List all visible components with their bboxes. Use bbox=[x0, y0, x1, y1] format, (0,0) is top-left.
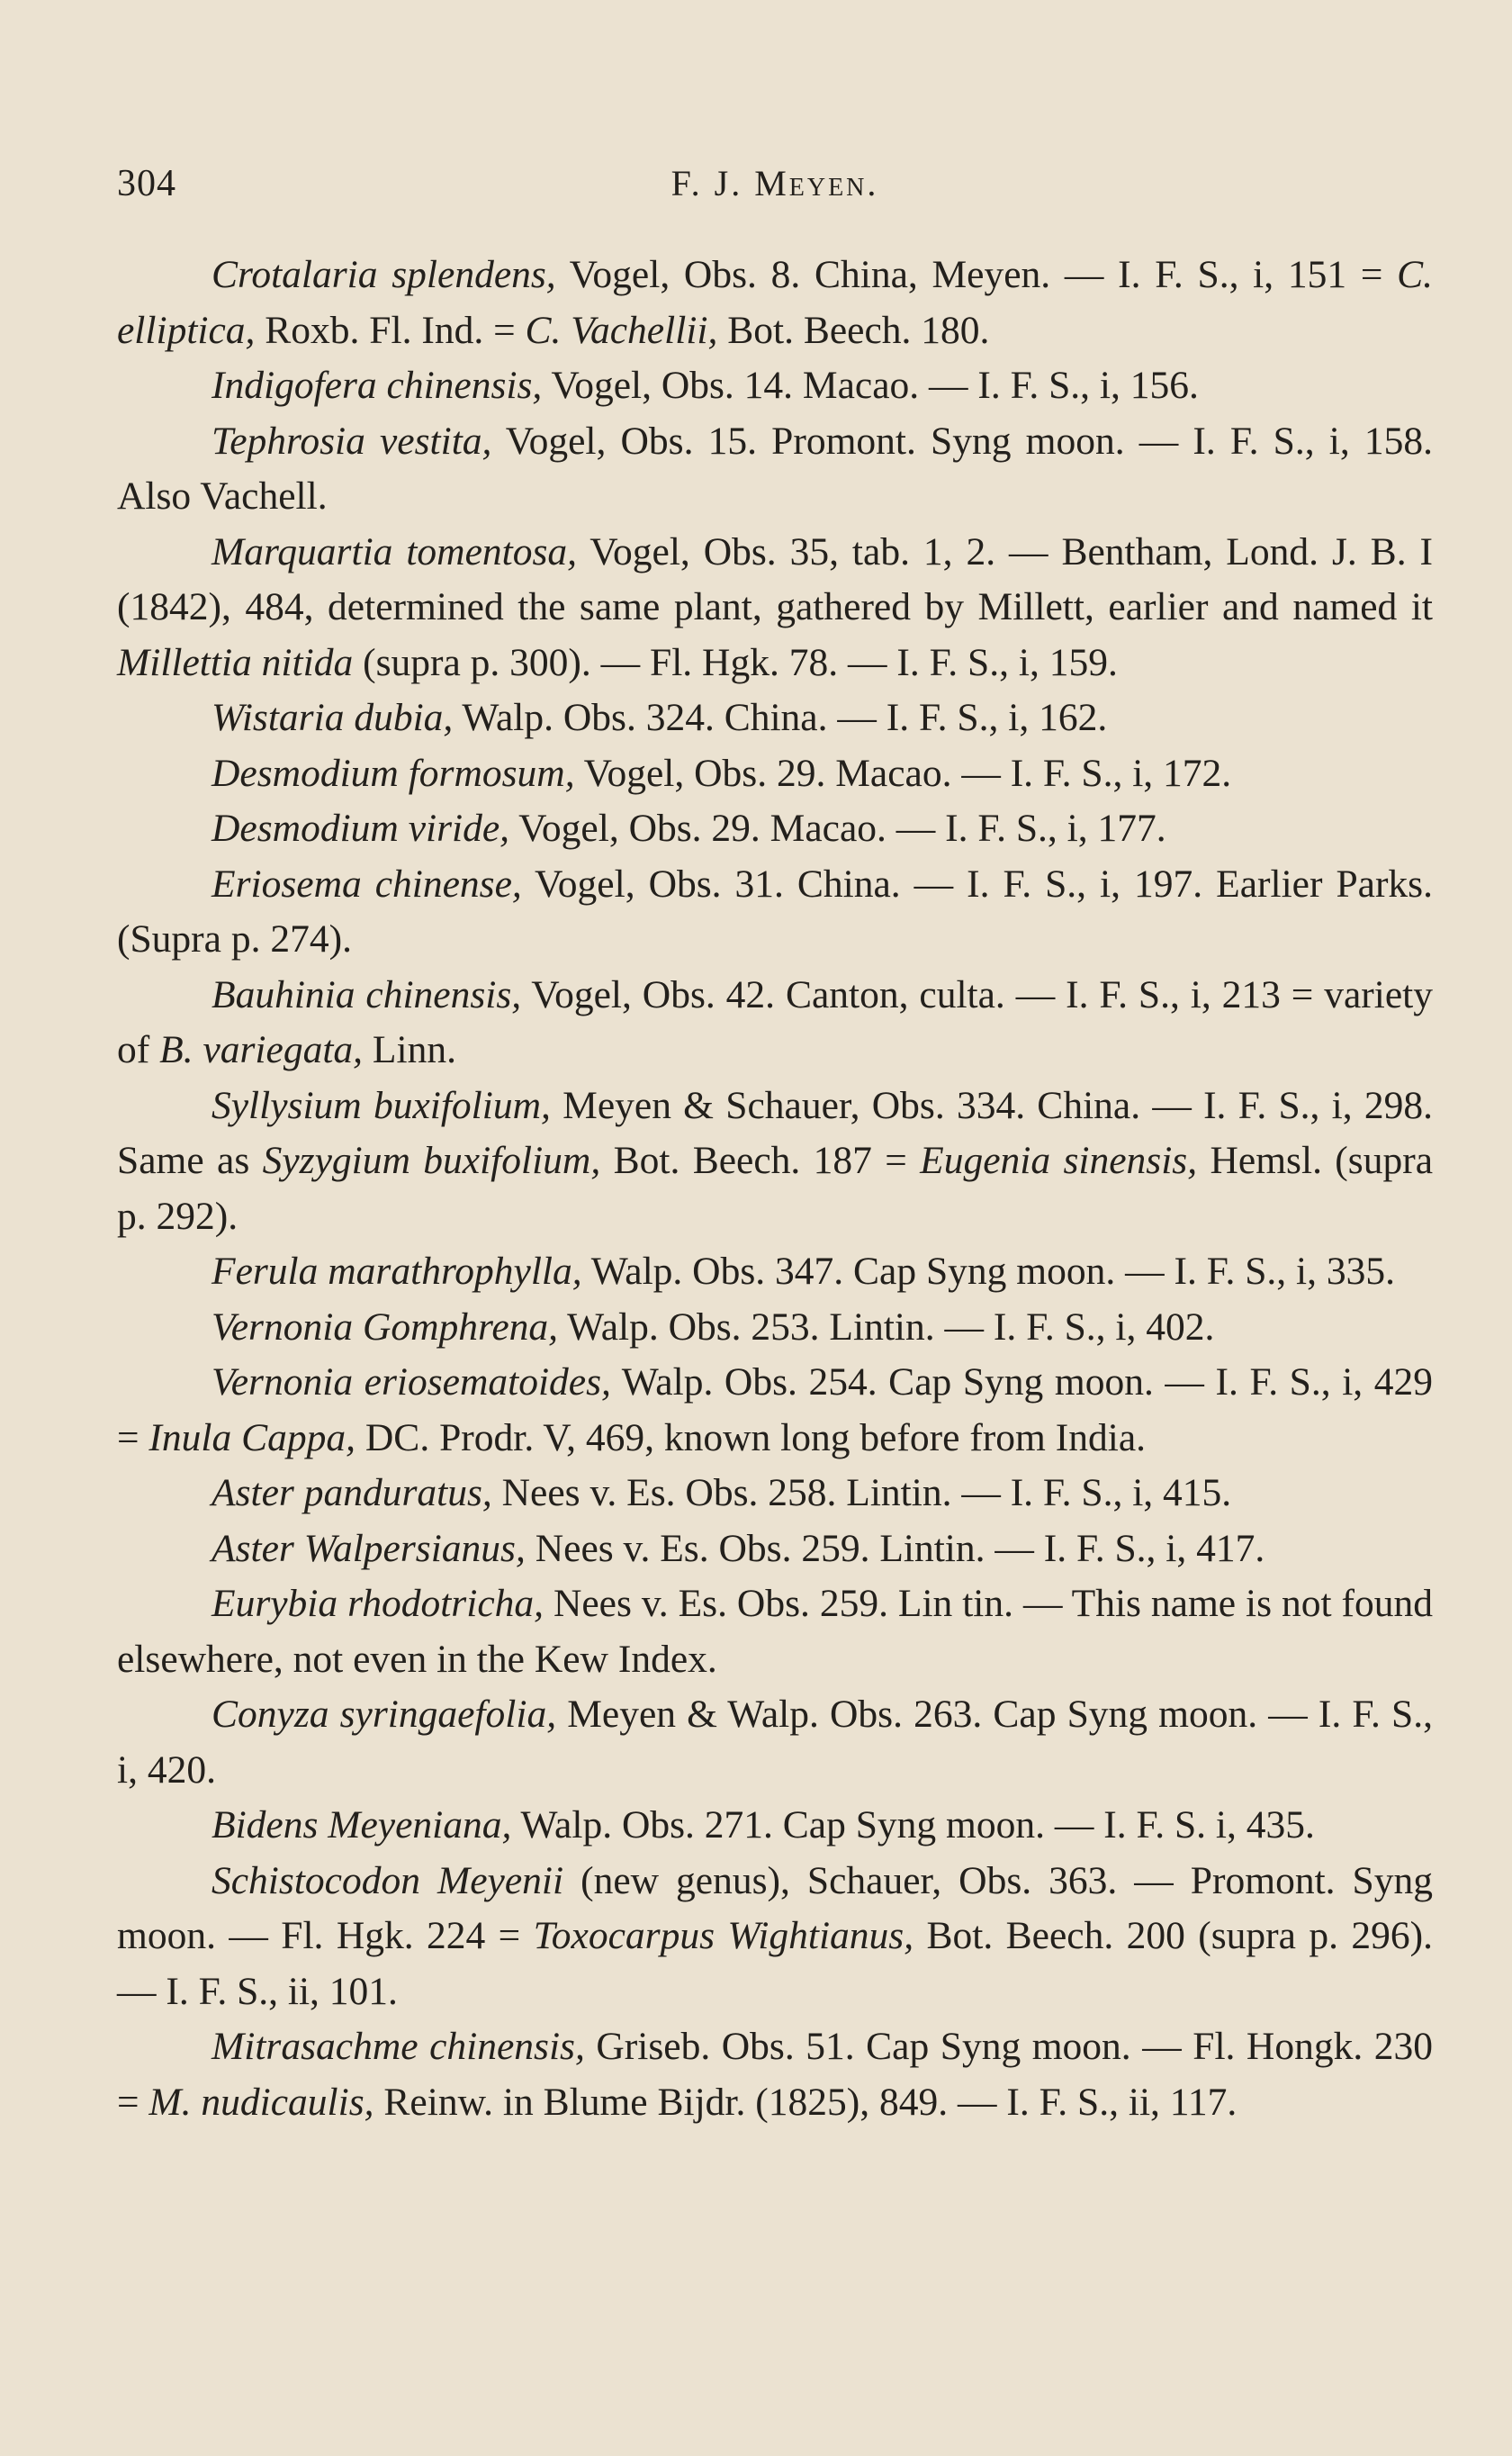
species-entry bbox=[117, 968, 1433, 1079]
species-entry bbox=[117, 2019, 1433, 2130]
species-entry bbox=[117, 691, 1433, 746]
species-name: Schistocodon Meyenii bbox=[212, 1858, 564, 1902]
species-name: Aster Walpersianus, bbox=[212, 1526, 526, 1570]
entry-text: DC. Prodr. V, 469, known long before from India. bbox=[356, 1415, 1147, 1459]
species-name: Tephrosia vestita, bbox=[212, 419, 492, 463]
species-entry bbox=[117, 1798, 1433, 1854]
synonym-name: Toxocarpus Wightianus, bbox=[533, 1914, 914, 1957]
species-entry bbox=[117, 1244, 1433, 1300]
species-name: Vernonia eriosematoides, bbox=[212, 1360, 611, 1404]
species-entry bbox=[117, 746, 1433, 802]
running-head: F. J. Meyen. bbox=[670, 163, 879, 203]
synonym-name: Syzygium buxifolium, bbox=[262, 1139, 601, 1182]
species-entry bbox=[117, 525, 1433, 691]
species-entry bbox=[117, 1355, 1433, 1466]
entry-text: Hemsl. (supra p. 292). bbox=[117, 1139, 1434, 1238]
species-entry bbox=[117, 1687, 1433, 1798]
species-name: Marquartia tomentosa, bbox=[212, 529, 578, 573]
synonym-name: Inula Cappa, bbox=[148, 1415, 356, 1459]
species-entry bbox=[117, 1576, 1433, 1687]
entry-text: Roxb. Fl. Ind. = bbox=[255, 308, 526, 352]
species-name: Bidens Meyeniana, bbox=[212, 1803, 512, 1847]
species-name: Eurybia rhodotricha, bbox=[212, 1582, 544, 1625]
species-name: Bauhinia chinensis, bbox=[212, 972, 522, 1016]
synonym-name: C. Vachellii, bbox=[525, 308, 718, 352]
synonym-name: Millettia nitida bbox=[117, 640, 354, 684]
entry-text: Bot. Beech. 187 = bbox=[600, 1139, 921, 1182]
species-name: Desmodium formosum, bbox=[212, 751, 575, 795]
entry-text: Nees v. Es. Obs. 259. Lin tin. — This name is not found elsewhere, not even in the Kew Index. bbox=[117, 1582, 1433, 1681]
entry-text: Walp. Obs. 324. China. — I. F. S., i, 162. bbox=[453, 696, 1108, 739]
species-entry bbox=[117, 1466, 1433, 1521]
entry-text: Vogel, Obs. 35, tab. 1, 2. — Bentham, Lond. J. B. I (1842), 484, determined the same plant, gathered by Millett, earlier and named it bbox=[117, 529, 1433, 628]
entry-text: Vogel, Obs. 31. China. — I. F. S., i, 197. Earlier Parks. (Supra p. 274). bbox=[117, 862, 1433, 961]
species-entry bbox=[117, 248, 1433, 358]
entry-text: Vogel, Obs. 29. Macao. — I. F. S., i, 172. bbox=[574, 751, 1232, 795]
species-entry bbox=[117, 1079, 1433, 1245]
page-header bbox=[117, 162, 1433, 216]
entry-text: Walp. Obs. 347. Cap Syng moon. — I. F. S., i, 335. bbox=[581, 1250, 1395, 1293]
entry-text: Vogel, Obs. 29. Macao. — I. F. S., i, 177. bbox=[509, 807, 1166, 850]
species-entry bbox=[117, 414, 1433, 525]
synonym-name: M. nudicaulis, bbox=[148, 2080, 374, 2124]
species-name: Indigofera chinensis, bbox=[212, 364, 543, 407]
entry-text: Walp. Obs. 254. Cap Syng moon. — I. F. S., i, 429 = bbox=[117, 1360, 1433, 1459]
synonym-name: C. elliptica, bbox=[117, 253, 1434, 352]
entry-text: Bot. Beech. 180. bbox=[717, 308, 990, 352]
species-name: Conyza syringaefolia, bbox=[212, 1693, 557, 1736]
entry-text: Walp. Obs. 253. Lintin. — I. F. S., i, 402. bbox=[558, 1305, 1215, 1349]
species-entry bbox=[117, 1521, 1433, 1577]
entry-text: Vogel, Obs. 14. Macao. — I. F. S., i, 156. bbox=[542, 364, 1199, 407]
entry-text: Linn. bbox=[363, 1028, 456, 1071]
entry-text: Meyen & Walp. Obs. 263. Cap Syng moon. — I. F. S., i, 420. bbox=[117, 1693, 1433, 1792]
species-entry bbox=[117, 1300, 1433, 1356]
species-name: Syllysium buxifolium, bbox=[212, 1083, 551, 1127]
entry-text: (supra p. 300). — Fl. Hgk. 78. — I. F. S., i, 159. bbox=[353, 640, 1118, 684]
species-name: Crotalaria splendens, bbox=[212, 253, 556, 296]
species-name: Ferula marathrophylla, bbox=[212, 1250, 582, 1293]
species-list bbox=[117, 248, 1433, 2130]
species-entry bbox=[117, 358, 1433, 414]
species-name: Vernonia Gomphrena, bbox=[212, 1305, 559, 1349]
entry-text: Vogel, Obs. 15. Promont. Syng moon. — I. F. S., i, 158. Also Vachell. bbox=[117, 419, 1434, 518]
species-entry bbox=[117, 857, 1433, 968]
entry-text: Vogel, Obs. 8. China, Meyen. — I. F. S., i, 151 = bbox=[555, 253, 1398, 296]
species-name: Eriosema chinense, bbox=[212, 862, 522, 906]
entry-text: Nees v. Es. Obs. 259. Lintin. — I. F. S., i, 417. bbox=[525, 1526, 1265, 1570]
species-name: Mitrasachme chinensis, bbox=[212, 2025, 585, 2068]
entry-text: Reinw. in Blume Bijdr. (1825), 849. — I. F. S., ii, 117. bbox=[374, 2080, 1238, 2124]
entry-text: Bot. Beech. 200 (supra p. 296). — I. F. S., ii, 101. bbox=[117, 1914, 1433, 2013]
species-name: Desmodium viride, bbox=[212, 807, 510, 850]
entry-text: Walp. Obs. 271. Cap Syng moon. — I. F. S. i, 435. bbox=[511, 1803, 1315, 1847]
entry-text: Vogel, Obs. 42. Canton, culta. — I. F. S., i, 213 = variety of bbox=[117, 972, 1433, 1071]
species-name: Aster panduratus, bbox=[212, 1471, 492, 1514]
synonym-name: Eugenia sinensis, bbox=[920, 1139, 1198, 1182]
entry-text: Griseb. Obs. 51. Cap Syng moon. — Fl. Hongk. 230 = bbox=[117, 2025, 1433, 2124]
entry-text: (new genus), Schauer, Obs. 363. — Promont. Syng moon. — Fl. Hgk. 224 = bbox=[117, 1858, 1433, 1957]
entry-text: Nees v. Es. Obs. 258. Lintin. — I. F. S., i, 415. bbox=[491, 1471, 1232, 1514]
species-name: Wistaria dubia, bbox=[212, 696, 454, 739]
page-number: 304 bbox=[117, 163, 176, 204]
species-entry bbox=[117, 801, 1433, 857]
entry-text: Meyen & Schauer, Obs. 334. China. — I. F. S., i, 298. Same as bbox=[117, 1083, 1434, 1182]
synonym-name: B. variegata, bbox=[159, 1028, 364, 1071]
species-entry bbox=[117, 1854, 1433, 2020]
